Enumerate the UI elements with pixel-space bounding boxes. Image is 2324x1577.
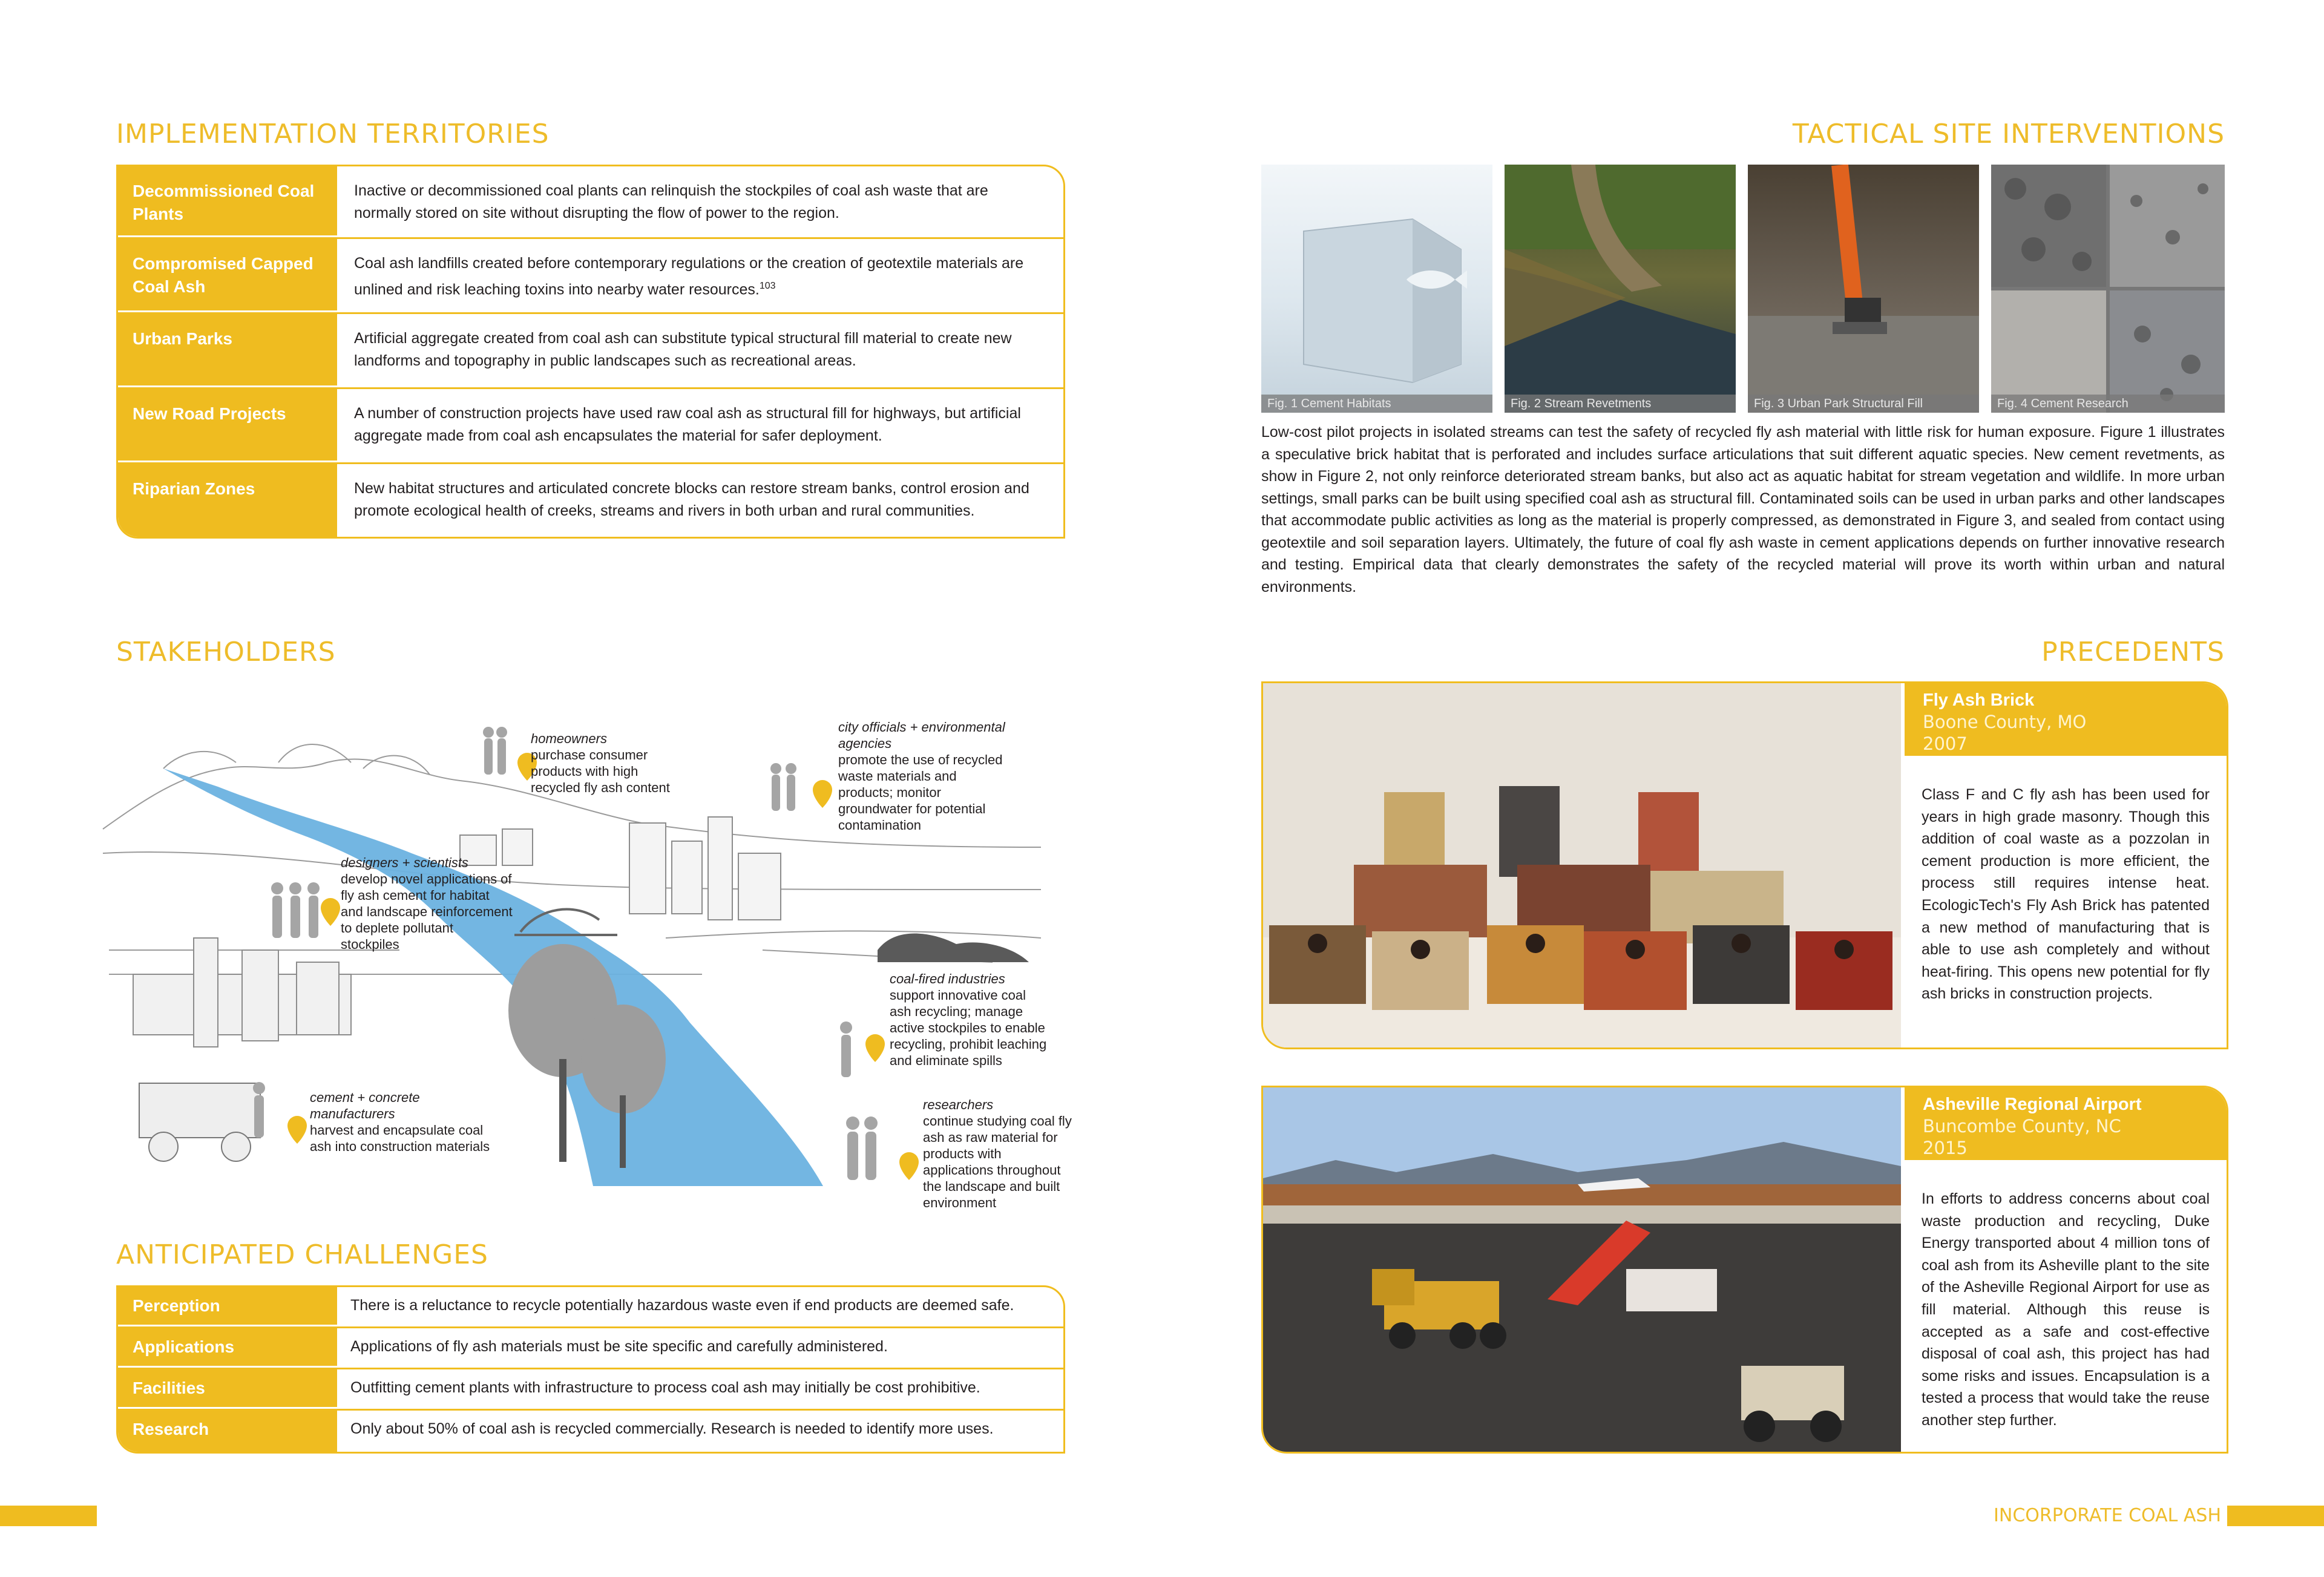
stakeholder-desc: develop novel applications of fly ash cement for habitat and landscape reinforcement to deplete pollutant stockpiles <box>341 871 513 952</box>
coal-plant <box>133 938 351 1047</box>
stakeholder-tag: coal-fired industries <box>890 971 1005 986</box>
row-text: Inactive or decommissioned coal plants can relinquish the stockpiles of coal ash waste that are normally stored on site without disrupting the flow of power to the region. <box>354 182 988 221</box>
table-row <box>118 389 1063 464</box>
challenges-title: ANTICIPATED CHALLENGES <box>116 1239 488 1270</box>
row-label: Urban Parks <box>118 314 337 387</box>
asheville-airport-photo <box>1263 1087 1901 1452</box>
aggregate-image <box>1991 165 2225 413</box>
precedent-name: Asheville Regional Airport <box>1923 1095 2142 1114</box>
coal-stockpile <box>878 934 1029 963</box>
figure-caption: Fig. 3 Urban Park Structural Fill <box>1748 395 1979 413</box>
precedent-body: In efforts to address concerns about coal waste production and recycling, Duke Energy transported about 4 million tons of coal ash from its Asheville plant to the site of the Asheville Regional Airport for use as fill material. Although this reuse is accepted as a safe and cost-effective disposal of coal ash, this project has had some risks and issues. Encapsulation is a tested a process that would take the reuse another step further. <box>1922 1190 2210 1429</box>
stakeholder-researchers <box>923 1097 1074 1211</box>
implementation-title: IMPLEMENTATION TERRITORIES <box>116 119 550 149</box>
stakeholder-desc: continue studying coal fly ash as raw material for products with applications throughout the landscape and built environment <box>923 1113 1072 1210</box>
precedent-fly-ash-brick <box>1261 681 2228 1049</box>
footer-bar-right <box>2227 1506 2324 1526</box>
row-text: Applications of fly ash materials must be site specific and carefully administered. <box>350 1338 888 1355</box>
precedent-year: 2007 <box>1923 733 1968 754</box>
table-row <box>118 1411 1063 1452</box>
stakeholder-cement-manufacturers <box>310 1089 491 1155</box>
stakeholder-tag: homeowners <box>531 731 607 746</box>
row-text: Artificial aggregate created from coal ash can substitute typical structural fill material to create new landforms and topography in public landscapes such as recreational areas. <box>354 330 1012 369</box>
stakeholder-desc: support innovative coal ash recycling; manage active stockpiles to enable recycling, prohibit leaching and eliminate spills <box>890 988 1047 1068</box>
figure-stream-revetments <box>1505 165 1736 413</box>
stakeholder-tag: designers + scientists <box>341 855 468 870</box>
row-text <box>337 239 1063 312</box>
precedent-location: Boone County, MO <box>1923 712 2087 732</box>
precedent-name: Fly Ash Brick <box>1923 690 2035 710</box>
stakeholder-desc: harvest and encapsulate coal ash into construction materials <box>310 1123 490 1154</box>
figure-cement-research <box>1991 165 2225 413</box>
table-row <box>118 166 1063 239</box>
figure-caption: Fig. 1 Cement Habitats <box>1261 395 1492 413</box>
stakeholder-coal-industries <box>890 971 1047 1069</box>
row-label: Research <box>118 1411 337 1452</box>
figure-urban-park-fill <box>1748 165 1979 413</box>
precedent-asheville-airport <box>1261 1086 2228 1454</box>
dump-truck <box>139 1083 260 1161</box>
row-label: Perception <box>118 1287 337 1326</box>
footer-bar-left <box>0 1506 97 1526</box>
stakeholder-city-officials <box>838 719 1014 833</box>
table-row <box>118 239 1063 314</box>
footnote-ref: 103 <box>759 281 776 291</box>
row-label: New Road Projects <box>118 389 337 462</box>
stakeholder-homeowners <box>531 730 688 796</box>
row-text: New habitat structures and articulated concrete blocks can restore stream banks, control erosion and promote ecological health of creeks, streams and rivers in both urban and rural communities. <box>354 480 1029 519</box>
row-label: Facilities <box>118 1369 337 1409</box>
table-row <box>118 464 1063 537</box>
cement-block-image <box>1261 165 1492 413</box>
figure-cement-habitats <box>1261 165 1492 413</box>
row-label: Applications <box>118 1328 337 1368</box>
row-label: Compromised Capped Coal Ash <box>118 239 337 312</box>
row-text: There is a reluctance to recycle potentially hazardous waste even if end products are deemed safe. <box>350 1297 1014 1314</box>
precedent-header <box>1905 1087 2227 1160</box>
stakeholder-desc: purchase consumer products with high recycled fly ash content <box>531 747 670 795</box>
tactical-body: Low-cost pilot projects in isolated streams can test the safety of recycled fly ash material with little risk for human exposure. Figure 1 illustrates a speculative brick habitat that is perforated and includes surface articulations that suit different aquatic species. New cement revetments, as show in Figure 2, not only reinforce deteriorated stream banks, but also act as aquatic habitat for stream vegetation and wildlife. In more urban settings, small parks can be built using specified coal ash as structural fill. Contaminated soils can be used in urban parks and other landscapes that accommodate public activities as long as the material is properly compressed, as demonstrated in Figure 3, and sealed from contact using geotextile and soil separation layers. Ultimately, the future of coal fly ash waste in cement applications depends on further innovative research and testing. Empirical data that clearly demonstrates the safety of the recycled material will prove its worth within urban and natural environments. <box>1261 424 2225 595</box>
precedent-body: Class F and C fly ash has been used for years in high grade masonry. Though this addition of coal waste as a pozzolan in cement production is more efficient, the process still requires intense heat. EcologicTech's Fly Ash Brick has patented a new method of manufacturing that is able to use ash completely and without heat-firing. This opens new potential for fly ash bricks in construction projects. <box>1922 786 2210 1003</box>
row-label: Decommissioned Coal Plants <box>118 166 337 237</box>
table-row <box>118 1328 1063 1369</box>
challenges-table <box>116 1285 1065 1454</box>
implementation-table <box>116 165 1065 539</box>
stakeholder-tag: cement + concrete manufacturers <box>310 1090 420 1121</box>
table-row <box>118 1287 1063 1328</box>
precedents-title: PRECEDENTS <box>2041 637 2225 667</box>
row-label: Riparian Zones <box>118 464 337 537</box>
footer-label: INCORPORATE COAL ASH <box>1994 1505 2221 1526</box>
tactical-title: TACTICAL SITE INTERVENTIONS <box>1792 119 2225 149</box>
figure-caption: Fig. 4 Cement Research <box>1991 395 2225 413</box>
row-text: Outfitting cement plants with infrastructure to process coal ash may initially be cost prohibitive. <box>350 1379 980 1396</box>
precedent-header <box>1905 683 2227 756</box>
stakeholder-designers <box>341 854 513 952</box>
stream-image <box>1505 165 1736 413</box>
stakeholder-tag: researchers <box>923 1097 994 1112</box>
precedent-year: 2015 <box>1923 1138 1968 1158</box>
stakeholders-title: STAKEHOLDERS <box>116 637 336 667</box>
table-row <box>118 1369 1063 1411</box>
excavator-image <box>1748 165 1979 413</box>
stakeholder-desc: promote the use of recycled waste materials and products; monitor groundwater for potential contamination <box>838 752 1003 833</box>
row-text: Only about 50% of coal ash is recycled commercially. Research is needed to identify more uses. <box>350 1420 994 1437</box>
row-text-body: Coal ash landfills created before contemporary regulations or the creation of geotextile materials are unlined and risk leaching toxins into nearby water resources. <box>354 255 1024 298</box>
stakeholder-tag: city officials + environmental agencies <box>838 720 1005 751</box>
precedent-location: Buncombe County, NC <box>1923 1116 2121 1136</box>
row-text: A number of construction projects have used raw coal ash as structural fill for highways, but artificial aggregate made from coal ash encapsulates the material for safer deployment. <box>354 405 1021 444</box>
fly-ash-brick-photo <box>1263 683 1901 1048</box>
table-row <box>118 314 1063 389</box>
figure-caption: Fig. 2 Stream Revetments <box>1505 395 1736 413</box>
